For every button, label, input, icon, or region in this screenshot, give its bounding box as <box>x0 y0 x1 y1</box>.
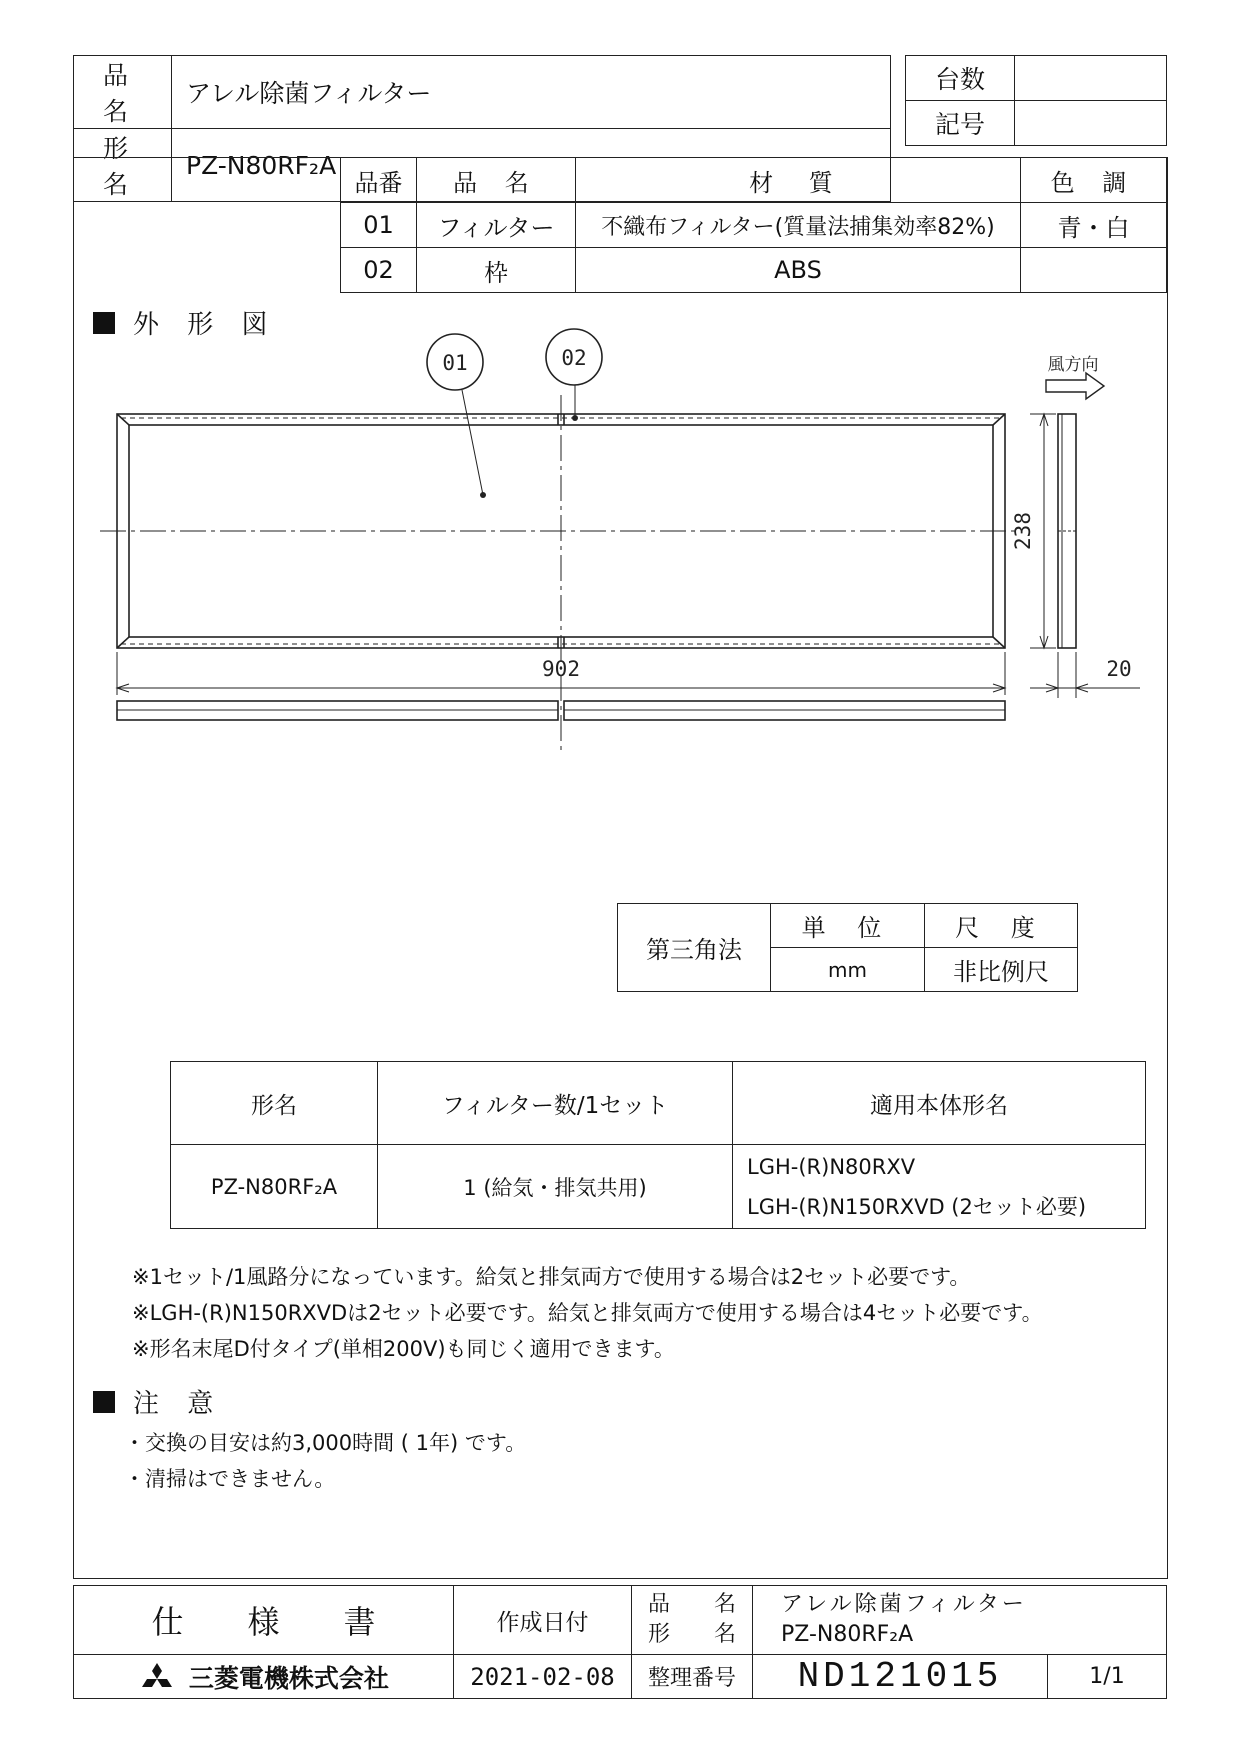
applicable-header-count: フィルター数/1セット <box>378 1062 733 1145</box>
note-line: ※LGH-(R)N150RXVDは2セット必要です。給気と排気両方で使用する場合は4セット必要です。 <box>132 1301 1043 1325</box>
applicable-body-list <box>733 1145 1146 1229</box>
square-bullet-icon <box>93 1391 115 1413</box>
footer-model: PZ-N80RF₂A <box>781 1622 914 1647</box>
product-name-label: 品 名 <box>74 56 172 129</box>
mitsubishi-logo-icon <box>138 1662 176 1692</box>
caution-title: 注 意 <box>133 1389 224 1419</box>
wind-arrow-icon <box>1046 373 1104 399</box>
part-no: 02 <box>341 248 417 293</box>
doc-title: 仕 様 書 <box>74 1586 454 1655</box>
scale-value: 非比例尺 <box>925 948 1078 992</box>
footer-table <box>73 1585 1167 1699</box>
scale-label: 尺 度 <box>925 904 1078 948</box>
part-color: 青・白 <box>1021 203 1167 248</box>
wind-direction-label: 風方向 <box>1047 355 1099 375</box>
footer-name-labels <box>632 1586 753 1655</box>
parts-header-no: 品番 <box>341 158 417 203</box>
note-line: ※1セット/1風路分になっています。給気と排気両方で使用する場合は2セット必要です。 <box>132 1265 971 1289</box>
part-material: ABS <box>576 248 1021 293</box>
quantity-label: 台数 <box>906 56 1015 101</box>
model-label: 形 名 <box>74 129 172 202</box>
footer-product-name: アレル除菌フィルター <box>781 1592 1027 1617</box>
callout-01-label: 01 <box>442 351 468 375</box>
caution-item: ・交換の目安は約3,000時間 ( 1年) です。 <box>124 1431 527 1455</box>
part-name: フィルター <box>417 203 576 248</box>
model-value: PZ-N80RF₂A <box>172 129 891 202</box>
caution-item: ・清掃はできません。 <box>124 1467 336 1491</box>
ref-label: 整理番号 <box>632 1655 753 1699</box>
parts-header-color: 色 調 <box>1021 158 1167 203</box>
product-name-value: アレル除菌フィルター <box>172 56 891 129</box>
height-dimension: 238 <box>1011 512 1035 550</box>
date-label: 作成日付 <box>454 1586 632 1655</box>
company-cell <box>74 1655 454 1699</box>
part-no: 01 <box>341 203 417 248</box>
projection-method: 第三角法 <box>618 904 771 992</box>
company-name: 三菱電機株式会社 <box>188 1663 389 1693</box>
applicable-model: PZ-N80RF₂A <box>171 1145 378 1229</box>
applicable-count: 1 (給気・排気共用) <box>378 1145 733 1229</box>
footer-model-label: 形 名 <box>647 1622 736 1647</box>
parts-header-material: 材 質 <box>576 158 1021 203</box>
unit-label: 単 位 <box>771 904 925 948</box>
symbol-label: 記号 <box>906 101 1015 146</box>
applicable-header-model: 形名 <box>171 1062 378 1145</box>
ref-number: ND121015 <box>753 1655 1048 1699</box>
notes <box>132 1259 1043 1367</box>
width-dimension: 902 <box>542 657 580 681</box>
caution-list <box>124 1425 526 1497</box>
part-name: 枠 <box>417 248 576 293</box>
applicable-header-body: 適用本体形名 <box>733 1062 1146 1145</box>
depth-dimension: 20 <box>1106 657 1132 681</box>
outline-drawing <box>0 0 1240 780</box>
applicable-table <box>170 1061 1146 1229</box>
applicable-body-model: LGH-(R)N150RXVD (2セット必要) <box>747 1194 1087 1219</box>
scale-table <box>617 903 1078 992</box>
parts-header-name: 品 名 <box>417 158 576 203</box>
outline-title: 外 形 図 <box>133 310 278 340</box>
applicable-body-model: LGH-(R)N80RXV <box>747 1154 916 1179</box>
page-number: 1/1 <box>1048 1655 1167 1699</box>
caution-heading <box>93 1383 223 1420</box>
note-line: ※形名末尾D付タイプ(単相200V)も同じく適用できます。 <box>132 1337 675 1361</box>
callout-02-label: 02 <box>561 346 587 370</box>
part-material: 不織布フィルター(質量法捕集効率82%) <box>576 203 1021 248</box>
footer-name-label: 品 名 <box>647 1592 736 1617</box>
doc-date: 2021-02-08 <box>454 1655 632 1699</box>
footer-product <box>753 1586 1167 1655</box>
unit-value: mm <box>771 948 925 992</box>
